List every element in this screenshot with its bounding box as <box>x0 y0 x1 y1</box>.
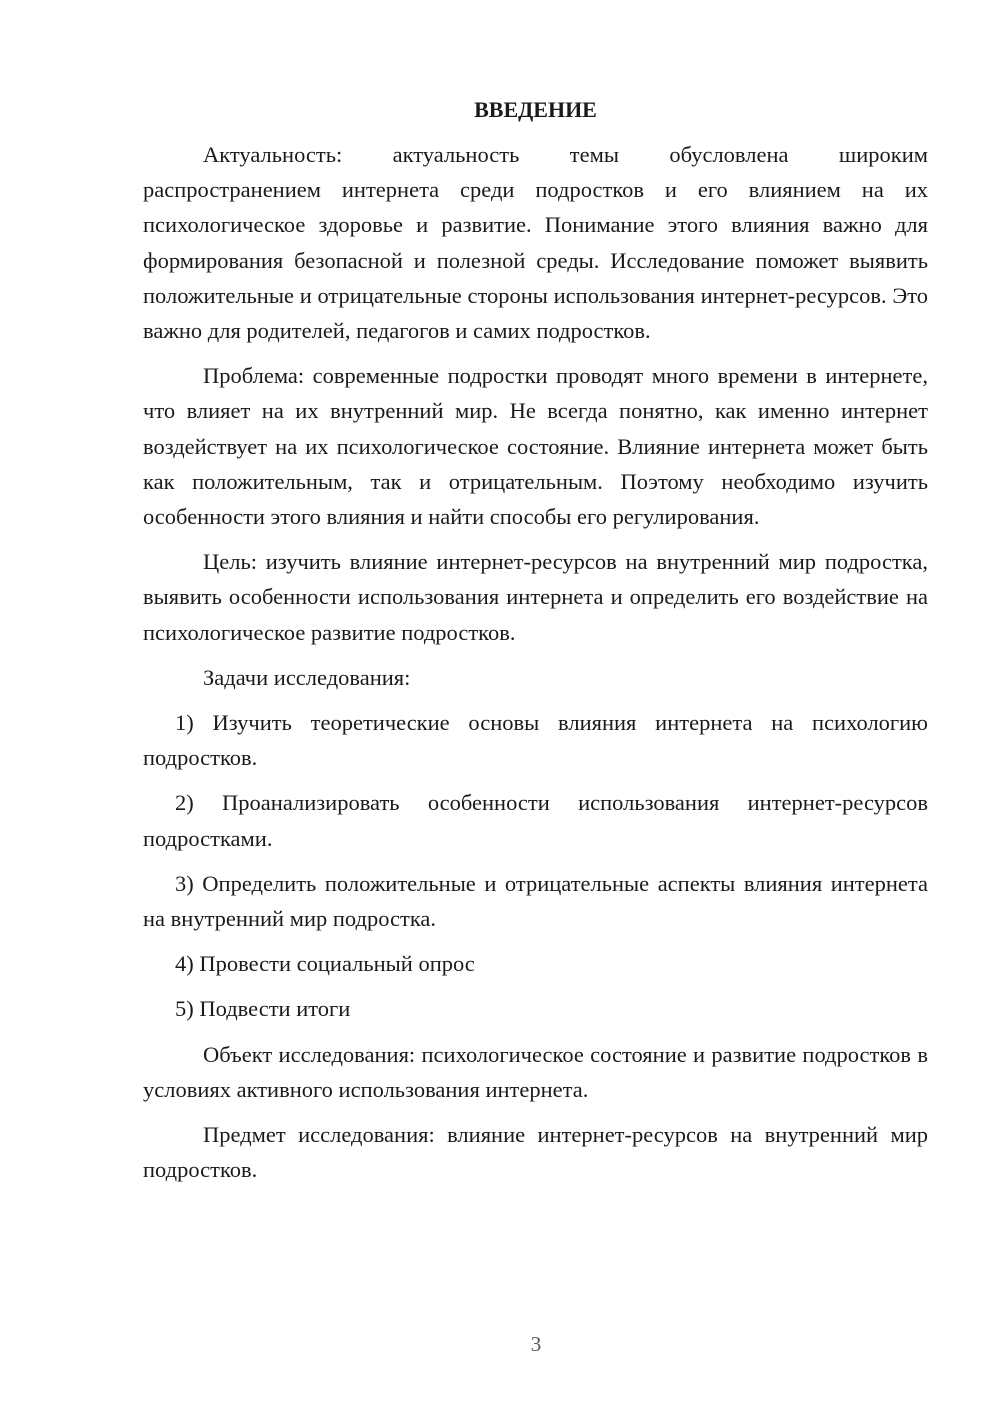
paragraph-problem: Проблема: современные подростки проводят много времени в интернете, что влияет на их внутренний мир. Не всегда понятно, как именно интернет воздействует на их психологическое состояние. Влияние интернета может быть как положительным, так и отрицательным. Поэтому необходимо изучить особенности этого влияния и найти способы его регулирования. <box>143 363 928 530</box>
task-item-4: 4) Провести социальный опрос <box>175 951 475 977</box>
paragraph-tasks-heading: Задачи исследования: <box>203 664 411 690</box>
task-item-5: 5) Подвести итоги <box>175 996 351 1022</box>
task-item-1: 1) Изучить теоретические основы влияния интернета на психологию подростков. <box>143 710 928 771</box>
page-number: 3 <box>530 1332 542 1356</box>
paragraph-object: Объект исследования: психологическое состояние и развитие подростков в условиях активного использования интернета. <box>143 1041 928 1102</box>
task-item-2: 2) Проанализировать особенности использования интернет-ресурсов подростками. <box>143 790 928 851</box>
paragraph-relevance: Актуальность: актуальность темы обусловлена широким распространением интернета среди подростков и его влиянием на их психологическое здоровье и развитие. Понимание этого влияния важно для формирования безопасной и полезной среды. Исследование поможет выявить положительные и отрицательные стороны использования интернет-ресурсов. Это важно для родителей, педагогов и самих подростков. <box>143 142 928 344</box>
task-item-3: 3) Определить положительные и отрицательные аспекты влияния интернета на внутренний мир подростка. <box>143 870 928 932</box>
paragraph-subject: Предмет исследования: влияние интернет-ресурсов на внутренний мир подростков. <box>143 1122 928 1183</box>
paragraph-goal: Цель: изучить влияние интернет-ресурсов на внутренний мир подростка, выявить особенности использования интернета и определить его воздействие на психологическое развитие подростков. <box>143 549 928 645</box>
page-title: ВВЕДЕНИЕ <box>474 97 597 122</box>
document-page <box>143 92 928 1197</box>
